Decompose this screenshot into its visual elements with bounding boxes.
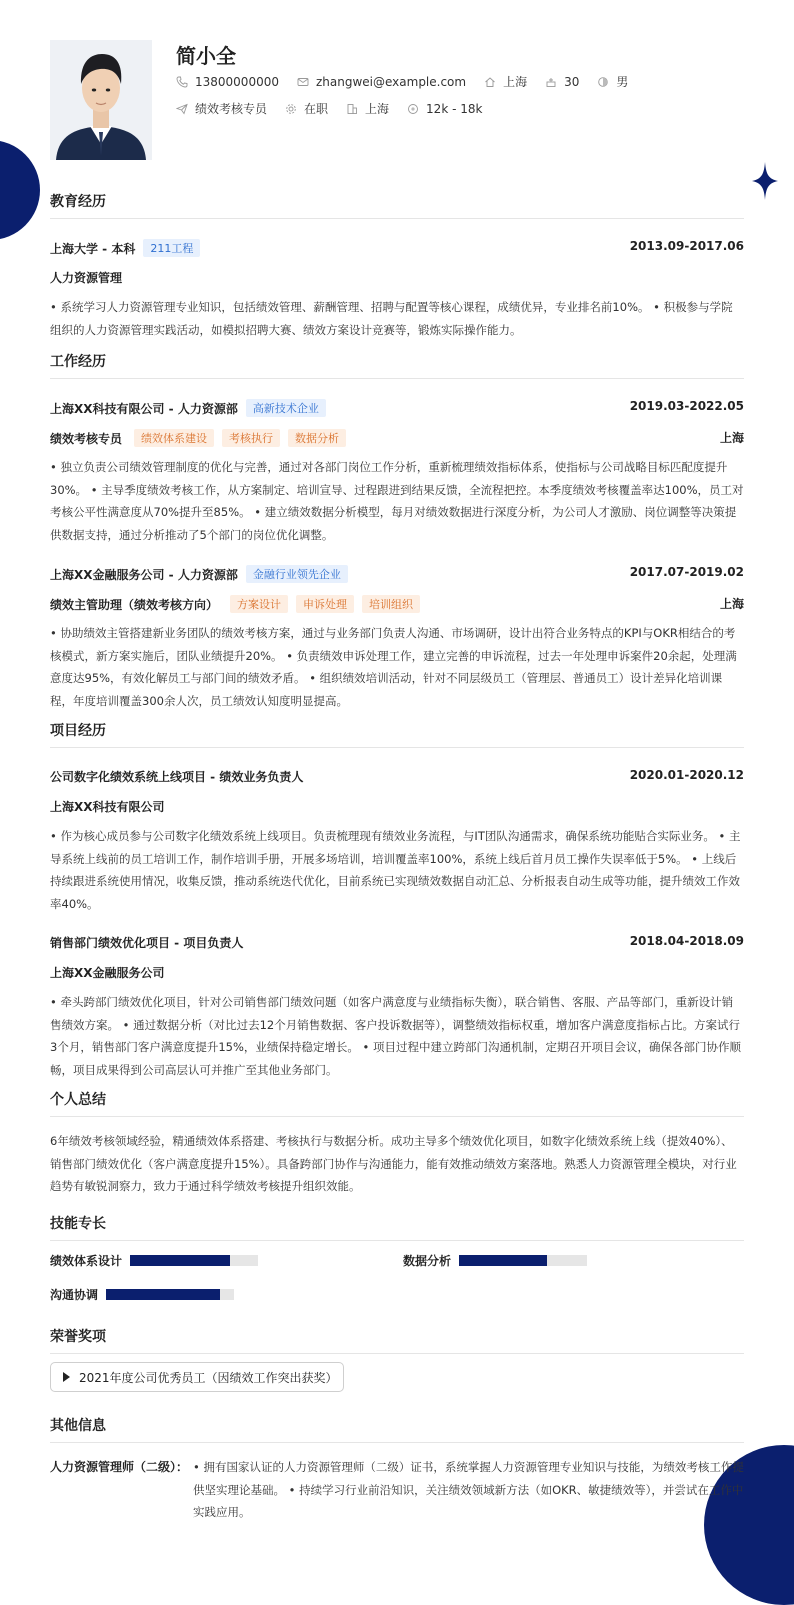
work-section xyxy=(50,351,744,712)
home-icon xyxy=(484,76,496,88)
job-intent-row xyxy=(176,100,500,117)
skill-tag: 数据分析 xyxy=(288,429,346,447)
gender-text: 男 xyxy=(616,75,629,89)
target-city-item xyxy=(346,100,389,117)
coin-icon xyxy=(407,103,419,115)
award-text: 2021年度公司优秀员工（因绩效工作突出获奖） xyxy=(79,1370,338,1385)
other-label: 人力资源管理师（二级）： xyxy=(50,1460,189,1474)
building-icon xyxy=(346,103,358,115)
age-item xyxy=(545,75,579,89)
skill-tag: 申诉处理 xyxy=(296,595,354,613)
skill-item xyxy=(50,1252,258,1269)
skill-tag: 培训组织 xyxy=(362,595,420,613)
work-description: • 独立负责公司绩效管理制度的优化与完善，通过对各部门岗位工作分析，重新梳理绩效指标体系，使指标与公司战略目标匹配度提升30%。 • 主导季度绩效考核工作，从方案制定、培训宣导、过程跟进到结果反馈，全流程把控。本季度绩效考核覆盖率达100%，员工对考核公平性满意度从70%提升至85%。 • 建立绩效数据分析模型，每月对绩效数据进行深度分析，为公司人才激励、岗位调整等决策提供数据支持，通过分析推动了5个部门的岗位优化调整。 xyxy=(50,460,744,542)
project-entry-header xyxy=(50,768,744,788)
position-text: 绩效考核专员 xyxy=(195,102,268,116)
other-description: • 拥有国家认证的人力资源管理师（二级）证书，系统掌握人力资源管理专业知识与技能，为绩效考核工作提供坚实理论基础。 • 持续学习行业前沿知识，关注绩效领域新方法（如OKR、敏捷绩效等），并尝试在工作中实践应用。 xyxy=(193,1460,744,1519)
project-title: 公司数字化绩效系统上线项目 - 绩效业务负责人 xyxy=(50,770,304,784)
skill-tag: 绩效体系建设 xyxy=(134,429,214,447)
skill-bar xyxy=(106,1289,234,1300)
company-name: 上海XX金融服务公司 - 人力资源部 xyxy=(50,567,238,582)
projects-section xyxy=(50,720,744,1081)
section-title: 项目经历 xyxy=(50,720,744,748)
section-title: 工作经历 xyxy=(50,351,744,379)
gender-icon xyxy=(597,76,609,88)
work-entry-header xyxy=(50,565,744,585)
skill-name: 绩效体系设计 xyxy=(50,1254,123,1268)
section-title: 教育经历 xyxy=(50,191,744,219)
section-title: 技能专长 xyxy=(50,1213,744,1241)
status-item xyxy=(285,100,328,117)
skill-bar xyxy=(130,1255,258,1266)
project-period: 2020.01-2020.12 xyxy=(629,768,744,782)
work-role-row xyxy=(50,595,744,615)
section-title: 个人总结 xyxy=(50,1089,744,1117)
contact-row xyxy=(176,73,646,90)
location-text: 上海 xyxy=(503,75,528,89)
avatar xyxy=(50,40,152,160)
mail-icon xyxy=(297,76,309,88)
work-role-row xyxy=(50,429,744,449)
phone-item xyxy=(176,75,279,89)
age-text: 30 xyxy=(564,74,580,89)
location-item xyxy=(484,73,527,90)
project-org-row xyxy=(50,798,744,818)
project-description: • 牵头跨部门绩效优化项目，针对公司销售部门绩效问题（如客户满意度与业绩指标失衡），联合销售、客服、产品等部门，重新设计销售绩效方案。 • 通过数据分析（对比过去12个月销售数据、客户投诉数据等），调整绩效指标权重，增加客户满意度指标占比。方案试行3个月，销售部门客户满意度提升15%，业绩保持稳定增长。 • 项目过程中建立跨部门沟通机制，定期召开项目会议，确保各部门协作顺畅，项目成果得到公司高层认可并推广至其他业务部门。 xyxy=(50,995,741,1077)
sparkle-icon xyxy=(752,162,778,200)
other-item xyxy=(50,1456,744,1524)
project-title: 销售部门绩效优化项目 - 项目负责人 xyxy=(50,936,244,950)
education-entry-header xyxy=(50,239,744,259)
summary-section xyxy=(50,1089,744,1198)
play-triangle-icon xyxy=(63,1372,70,1382)
skill-item xyxy=(50,1286,234,1303)
major-row xyxy=(50,269,744,289)
position-item xyxy=(176,100,267,117)
company-tag: 金融行业领先企业 xyxy=(246,565,348,583)
summary-text: 6年绩效考核领域经验，精通绩效体系搭建、考核执行与数据分析。成功主导多个绩效优化项目，如数字化绩效系统上线（提效40%）、销售部门绩效优化（客户满意度提升15%）。具备跨部门协作与沟通能力，能有效推动绩效方案落地。熟悉人力资源管理全模块，对行业趋势有敏锐洞察力，致力于通过科学绩效考核提升组织效能。 xyxy=(50,1134,737,1193)
awards-section xyxy=(50,1326,744,1354)
project-period: 2018.04-2018.09 xyxy=(629,934,744,948)
major-name: 人力资源管理 xyxy=(50,271,123,285)
salary-text: 12k - 18k xyxy=(426,101,483,116)
project-description: • 作为核心成员参与公司数字化绩效系统上线项目。负责梳理现有绩效业务流程，与IT团队沟通需求，确保系统功能贴合实际业务。 • 主导系统上线前的员工培训工作，制作培训手册，开展多场培训，培训覆盖率100%，系统上线后首月员工操作失误率低于5%。 • 上线后持续跟进系统使用情况，收集反馈，推动系统迭代优化，目前系统已实现绩效数据自动汇总、分析报表自动生成等功能，提升绩效工作效率40%。 xyxy=(50,829,741,911)
send-icon xyxy=(176,103,188,115)
phone-text: 13800000000 xyxy=(195,74,279,89)
role-name: 绩效考核专员 xyxy=(50,431,123,446)
skill-bar-fill xyxy=(106,1289,220,1300)
school-tag: 211工程 xyxy=(143,239,200,257)
work-period: 2017.07-2019.02 xyxy=(629,565,744,579)
work-description: • 协助绩效主管搭建新业务团队的绩效考核方案，通过与业务部门负责人沟通、市场调研，设计出符合业务特点的KPI与OKR相结合的考核模式，新方案实施后，团队业绩提升20%。 • 负责绩效申诉处理工作，建立完善的申诉流程，过去一年处理申诉案件20余起，处理满意度达95%，有效化解员工与部门间的绩效矛盾。 • 组织绩效培训活动，针对不同层级员工（管理层、普通员工）设计差异化培训课程，年度培训覆盖300余人次，员工绩效认知度明显提高。 xyxy=(50,626,737,708)
skills-section xyxy=(50,1213,744,1241)
status-text: 在职 xyxy=(304,102,329,116)
target-city-text: 上海 xyxy=(365,102,390,116)
email-text: zhangwei@example.com xyxy=(315,74,467,89)
other-section xyxy=(50,1415,744,1524)
profile-header xyxy=(50,40,750,162)
gear-icon xyxy=(285,103,297,115)
gender-item xyxy=(597,73,628,90)
project-org: 上海XX科技有限公司 xyxy=(50,800,165,814)
phone-icon xyxy=(176,76,188,88)
section-title: 荣誉奖项 xyxy=(50,1326,744,1354)
salary-item xyxy=(407,102,482,116)
award-item[interactable] xyxy=(50,1362,344,1392)
skill-tag: 方案设计 xyxy=(230,595,288,613)
role-name: 绩效主管助理（绩效考核方向） xyxy=(50,597,219,612)
section-title: 其他信息 xyxy=(50,1415,744,1443)
work-entry-header xyxy=(50,399,744,419)
education-section xyxy=(50,191,744,341)
skill-bar xyxy=(459,1255,587,1266)
cake-icon xyxy=(545,76,557,88)
education-period: 2013.09-2017.06 xyxy=(629,239,744,253)
skill-name: 沟通协调 xyxy=(50,1288,99,1302)
school-name: 上海大学 - 本科 xyxy=(50,241,136,256)
skill-name: 数据分析 xyxy=(403,1254,452,1268)
email-item xyxy=(297,75,466,89)
project-org: 上海XX金融服务公司 xyxy=(50,966,165,980)
skill-tag: 考核执行 xyxy=(222,429,280,447)
work-city: 上海 xyxy=(719,431,744,445)
project-org-row xyxy=(50,964,744,984)
company-tag: 高新技术企业 xyxy=(246,399,326,417)
corner-decoration-top-left xyxy=(0,140,40,240)
skill-bar-fill xyxy=(130,1255,230,1266)
work-period: 2019.03-2022.05 xyxy=(629,399,744,413)
work-city: 上海 xyxy=(719,597,744,611)
company-name: 上海XX科技有限公司 - 人力资源部 xyxy=(50,401,238,416)
skill-item xyxy=(403,1252,587,1269)
skill-bar-fill xyxy=(459,1255,547,1266)
candidate-name: 简小全 xyxy=(176,44,236,68)
education-description: • 系统学习人力资源管理专业知识，包括绩效管理、薪酬管理、招聘与配置等核心课程，成绩优异，专业排名前10%。 • 积极参与学院组织的人力资源管理实践活动，如模拟招聘大赛、绩效方案设计竞赛等，锻炼实际操作能力。 xyxy=(50,300,733,337)
project-entry-header xyxy=(50,934,744,954)
